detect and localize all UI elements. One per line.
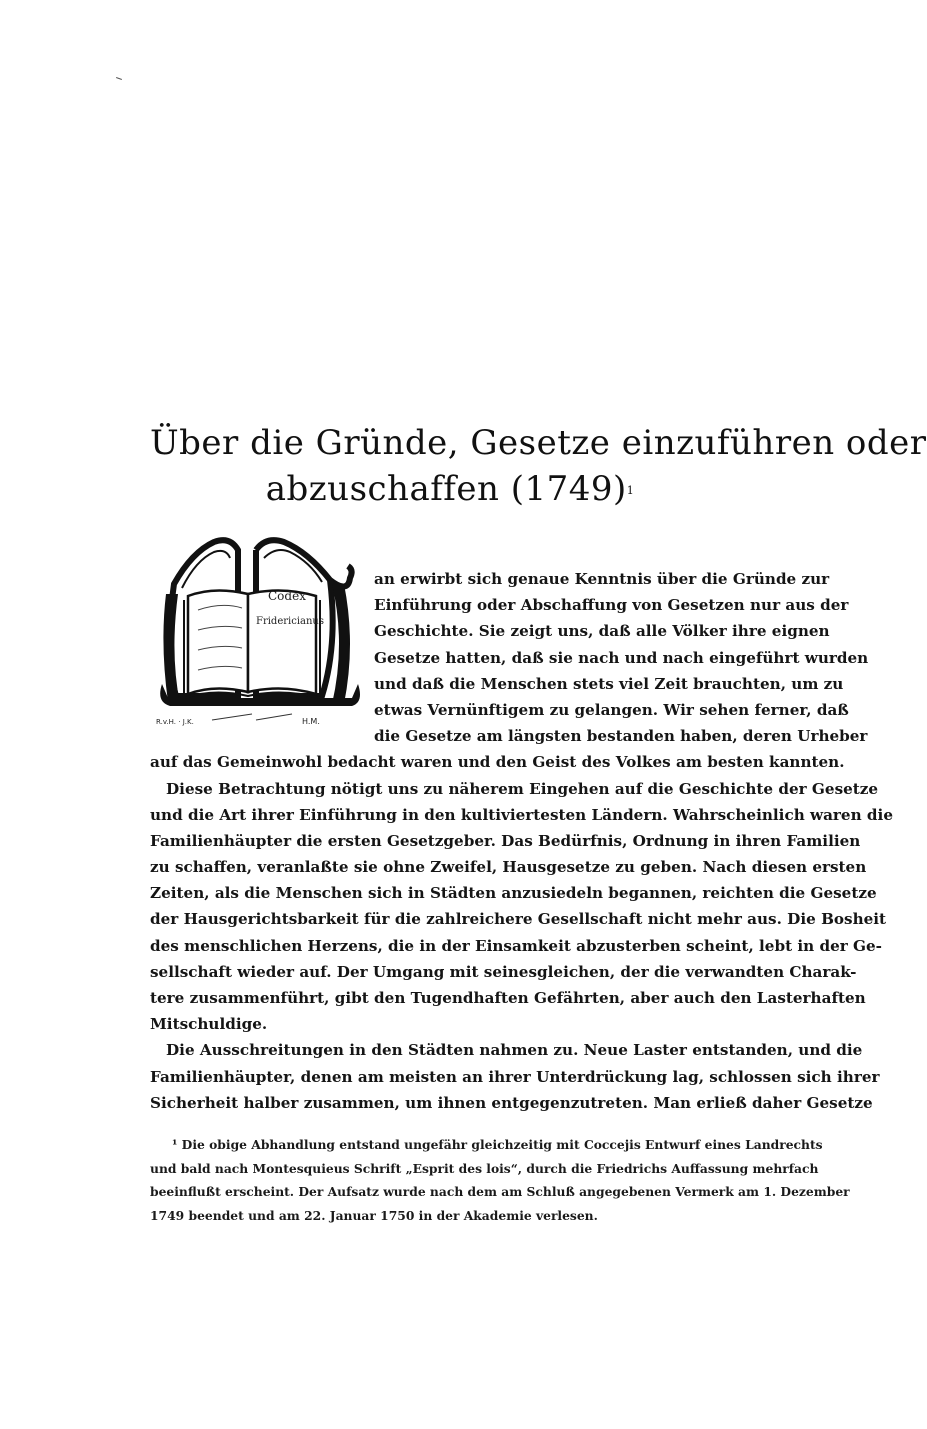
book-title-line-2: Fridericianus xyxy=(256,616,324,627)
body-line: Gesetze hatten, daß sie nach und nach eingeführt wurden xyxy=(374,648,869,667)
footnote-line: 1749 beendet und am 22. Januar 1750 in der Akademie verlesen. xyxy=(150,1207,598,1223)
body-line: die Gesetze am längsten bestanden haben, deren Urheber xyxy=(374,727,868,746)
title-line-1: Über die Gründe, Gesetze einzuführen oder xyxy=(150,423,927,463)
body-line: Zeiten, als die Menschen sich in Städten anzusiedeln begannen, reichten die Gesetze xyxy=(150,884,877,903)
body-line: und die Art ihrer Einführung in den kultiviertesten Ländern. Wahrscheinlich waren die xyxy=(150,805,893,824)
body-text xyxy=(150,566,893,1116)
title-line-2 xyxy=(150,466,750,512)
page-mark xyxy=(116,77,122,80)
footnote xyxy=(150,1133,850,1227)
book-title-line-1: Codex xyxy=(268,589,306,603)
body-line: Familienhäupter die ersten Gesetzgeber. Das Bedürfnis, Ordnung in ihren Familien xyxy=(150,831,861,850)
artist-signature-right: H.M. xyxy=(302,717,320,726)
footnote-line: ¹ Die obige Abhandlung entstand ungefähr gleichzeitig mit Coccejis Entwurf eines Landrechts xyxy=(172,1137,823,1152)
body-line: Geschichte. Sie zeigt uns, daß alle Völker ihre eignen xyxy=(374,622,830,641)
footnote-line: beeinflußt erscheint. Der Aufsatz wurde nach dem am Schluß angegebenen Vermerk am 1. Dezember xyxy=(150,1184,850,1199)
body-line: an erwirbt sich genaue Kenntnis über die Gründe zur xyxy=(374,570,830,588)
body-line: etwas Vernünftigem zu gelangen. Wir sehen ferner, daß xyxy=(374,700,849,719)
body-line: sellschaft wieder auf. Der Umgang mit seinesgleichen, der die verwandten Charak- xyxy=(150,962,857,981)
body-line: tere zusammenführt, gibt den Tugendhaften Gefährten, aber auch den Lasterhaften xyxy=(150,989,866,1007)
title-footnote-marker: 1 xyxy=(626,484,635,497)
body-line: auf das Gemeinwohl bedacht waren und den Geist des Volkes am besten kannten. xyxy=(150,753,845,772)
body-line: Diese Betrachtung nötigt uns zu näherem Eingehen auf die Geschichte der Gesetze xyxy=(166,779,879,798)
footnote-line: und bald nach Montesquieus Schrift „Esprit des lois“, durch die Friedrichs Auffassung mehrfach xyxy=(150,1160,819,1176)
body-line: zu schaffen, veranlaßte sie ohne Zweifel, Hausgesetze zu geben. Nach diesen ersten xyxy=(150,858,867,877)
title-line-2-text: abzuschaffen (1749) xyxy=(265,469,627,509)
body-line: Einführung oder Abschaffung von Gesetzen nur aus der xyxy=(374,596,849,615)
body-line: Mitschuldige. xyxy=(150,1015,268,1034)
body-line: Familienhäupter, denen am meisten an ihrer Unterdrückung lag, schlossen sich ihrer xyxy=(150,1067,880,1086)
body-line: Die Ausschreitungen in den Städten nahmen zu. Neue Laster entstanden, und die xyxy=(166,1041,863,1060)
body-line: des menschlichen Herzens, die in der Einsamkeit abzusterben scheint, lebt in der Ge- xyxy=(150,936,882,955)
page-title xyxy=(150,420,927,512)
body-line: und daß die Menschen stets viel Zeit brauchten, um zu xyxy=(374,674,844,693)
artist-signature-left: R.v.H. · J.K. xyxy=(156,718,194,726)
body-line: Sicherheit halber zusammen, um ihnen entgegenzutreten. Man erließ daher Gesetze xyxy=(150,1093,873,1112)
body-line: der Hausgerichtsbarkeit für die zahlreichere Gesellschaft nicht mehr aus. Die Bosheit xyxy=(150,910,887,929)
